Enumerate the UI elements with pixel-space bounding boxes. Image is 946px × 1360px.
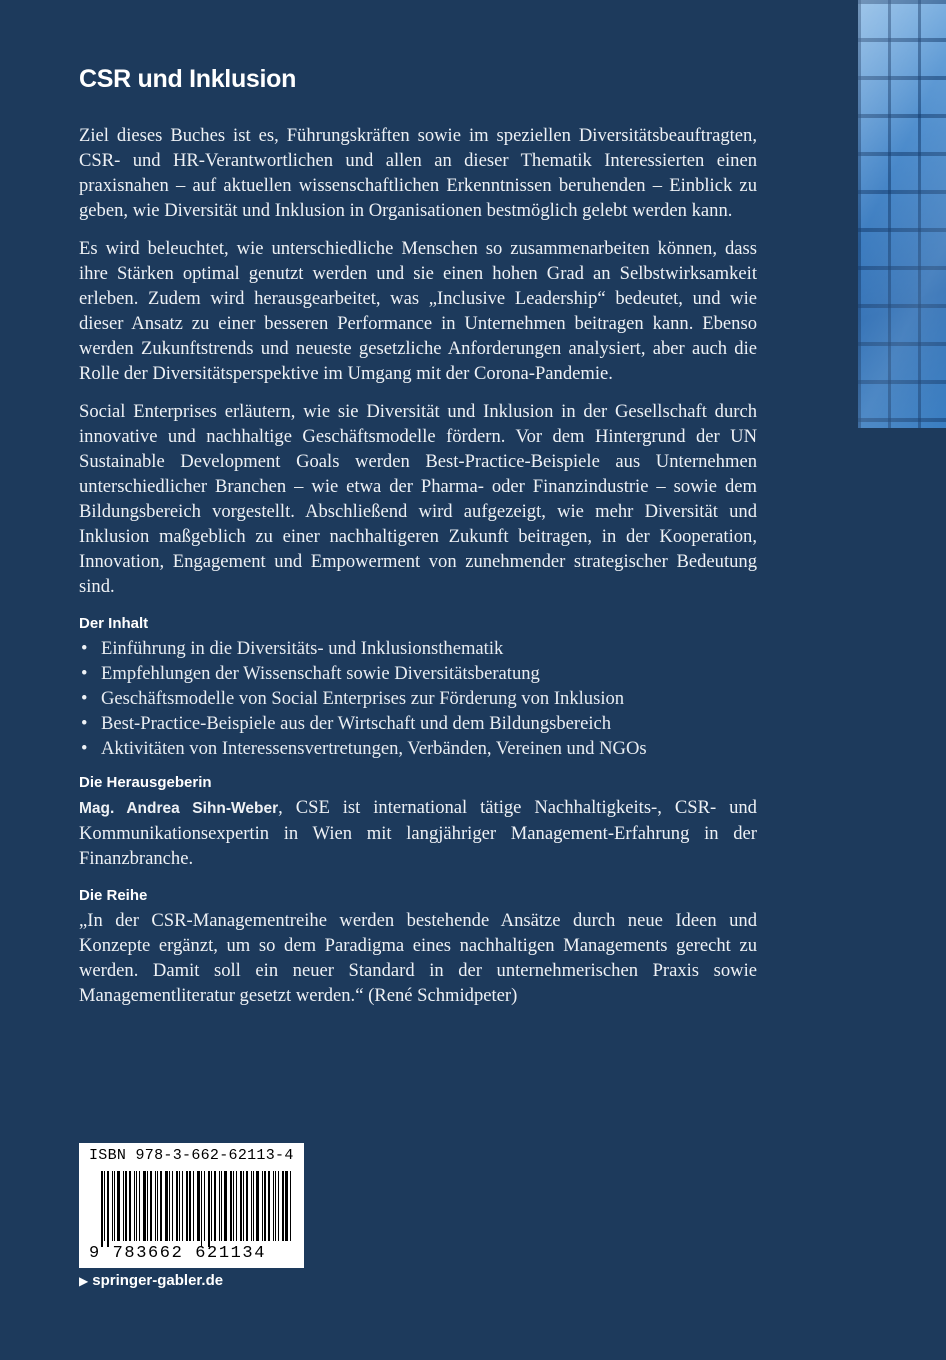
barcode-bar <box>243 1171 244 1241</box>
barcode-bar <box>290 1171 291 1241</box>
barcode-bar <box>172 1171 173 1241</box>
barcode-bar <box>253 1171 254 1241</box>
barcode-bar <box>275 1171 276 1241</box>
contents-list <box>79 636 757 761</box>
barcode-bar <box>233 1171 234 1241</box>
barcode-bar <box>211 1171 212 1241</box>
barcode-bar <box>160 1171 162 1241</box>
intro-paragraph-3: Social Enterprises erläutern, wie sie Diversität und Inklusion in der Gesellschaft durch innovative und nachhaltige Geschäftsmodelle fördern. Vor dem Hintergrund der UN Sustainable Development Goals werden Best-Practice-Beispiele aus Unternehmen unterschiedlicher Branchen – wie etwa der Pharma- oder Finanzindustrie – sowie dem Bildungsbereich vorgestellt. Abschließend wird aufgezeigt, wie mehr Diversität und Inklusion maßgeblich zu einer nachhaltigeren Zukunft beitragen, in der Kooperation, Innovation, Engagement und Empowerment von zunehmender strategischer Bedeutung sind. <box>79 401 757 597</box>
barcode-bar <box>256 1171 259 1241</box>
isbn-barcode <box>79 1143 304 1268</box>
barcode-bar <box>129 1171 131 1241</box>
barcode-bar <box>182 1171 183 1241</box>
barcode-bar <box>107 1171 109 1247</box>
barcode-bar <box>251 1171 252 1241</box>
barcode-bar <box>230 1171 232 1241</box>
barcode-bar <box>123 1171 124 1241</box>
barcode-bar <box>208 1171 210 1247</box>
barcode-bar <box>114 1171 115 1241</box>
barcode-digits: 9 783662 621134 <box>89 1244 267 1263</box>
barcode-bar <box>224 1171 227 1241</box>
barcode-bar <box>165 1171 168 1241</box>
barcode-bar <box>136 1171 137 1241</box>
barcode-bar <box>125 1171 127 1241</box>
barcode-bar <box>273 1171 274 1241</box>
contents-heading: Der Inhalt <box>79 615 149 632</box>
barcode-bar <box>112 1171 113 1241</box>
series-quote: „In der CSR-Managementreihe werden bestehende Ansätze durch neue Ideen und Konzepte ergänzt, um so dem Paradigma eines nachhaltigen Managements gerecht zu werden. Damit soll ein neuer Standard in der unternehmerischen Praxis sowie Managementliteratur gesetzt werden.“ (René Schmidpeter) <box>79 910 757 1006</box>
barcode-bar <box>278 1171 279 1241</box>
barcode-bar <box>189 1171 191 1241</box>
barcode-bar <box>139 1171 140 1241</box>
barcode-bar <box>204 1171 205 1241</box>
barcode-bar <box>147 1171 148 1241</box>
list-item: • Empfehlungen der Wissenschaft sowie Diversitätsberatung <box>79 661 757 686</box>
list-item: • Aktivitäten von Interessensvertretungen, Verbänden, Vereinen und NGOs <box>79 736 757 761</box>
editor-name: Mag. Andrea Sihn-Weber <box>79 800 279 817</box>
list-item: • Geschäftsmodelle von Social Enterprises zur Förderung von Inklusion <box>79 686 757 711</box>
intro-paragraph-1: Ziel dieses Buches ist es, Führungskräften sowie im speziellen Diversitätsbeauftragten, CSR- und HR-Verantwortlichen und allen an dieser Thematik Interessierten einen praxisnahen – auf aktuellen wissenschaftlichen Erkenntnissen beruhenden – Einblick zu geben, wie Diversität und Inklusion in Organisationen bestmöglich gelebt werden kann. <box>79 125 757 221</box>
editor-bio <box>79 795 757 871</box>
barcode-bar <box>143 1171 146 1241</box>
barcode-bar <box>262 1171 263 1241</box>
publisher-website[interactable] <box>79 1272 223 1289</box>
barcode-bar <box>101 1171 103 1247</box>
barcode-bar <box>236 1171 237 1241</box>
barcode-bar <box>268 1171 270 1241</box>
barcode-bar <box>282 1171 284 1241</box>
barcode-bar <box>186 1171 188 1241</box>
barcode-bar <box>169 1171 170 1241</box>
isbn-label: ISBN 978-3-662-62113-4 <box>89 1147 294 1164</box>
editor-heading: Die Herausgeberin <box>79 774 212 791</box>
barcode-bar <box>134 1171 135 1241</box>
barcode-bar <box>264 1171 266 1241</box>
barcode-bars <box>101 1171 297 1245</box>
barcode-bar <box>150 1171 152 1241</box>
book-title: CSR und Inklusion <box>79 65 297 93</box>
barcode-bar <box>197 1171 200 1241</box>
list-item: • Einführung in die Diversitäts- und Inklusionsthematik <box>79 636 757 661</box>
barcode-bar <box>179 1171 180 1241</box>
barcode-bar <box>246 1171 248 1241</box>
barcode-bar <box>221 1171 222 1241</box>
barcode-bar <box>219 1171 220 1241</box>
barcode-bar <box>214 1171 216 1241</box>
intro-paragraph-2: Es wird beleuchtet, wie unterschiedliche Menschen so zusammenarbeiten können, dass ihre Stärken optimal genutzt werden und sie einen hohen Grad an Selbstwirksamkeit erleben. Zudem wird herausgearbeitet, was „Inclusive Leadership“ bedeutet, und wie dieser Ansatz zu einer besseren Performance in Unternehmen beitragen kann. Ebenso werden Zukunftstrends und neueste gesetzliche Anforderungen analysiert, aber auch die Rolle der Diversitätsperspektive im Umgang mit der Corona-Pandemie. <box>79 238 757 384</box>
series-heading: Die Reihe <box>79 887 148 904</box>
barcode-bar <box>240 1171 242 1241</box>
cover-photo-building <box>858 0 946 428</box>
barcode-bar <box>201 1171 202 1247</box>
barcode-bar <box>285 1171 288 1241</box>
barcode-bar <box>193 1171 194 1241</box>
barcode-bar <box>157 1171 158 1241</box>
arrow-right-icon: ▶ <box>79 1274 89 1288</box>
barcode-bar <box>117 1171 120 1241</box>
barcode-bar <box>104 1171 105 1241</box>
barcode-bar <box>176 1171 178 1241</box>
back-cover-text <box>79 62 757 1021</box>
barcode-bar <box>155 1171 156 1241</box>
editor-bio-text: , CSE ist international tätige Nachhaltigkeits-, CSR- und Kommunikationsexpertin in Wien mit langjähriger Management-Erfahrung in der Finanzbranche. <box>79 797 757 869</box>
list-item: • Best-Practice-Beispiele aus der Wirtschaft und dem Bildungsbereich <box>79 711 757 736</box>
website-text: springer-gabler.de <box>92 1272 224 1289</box>
